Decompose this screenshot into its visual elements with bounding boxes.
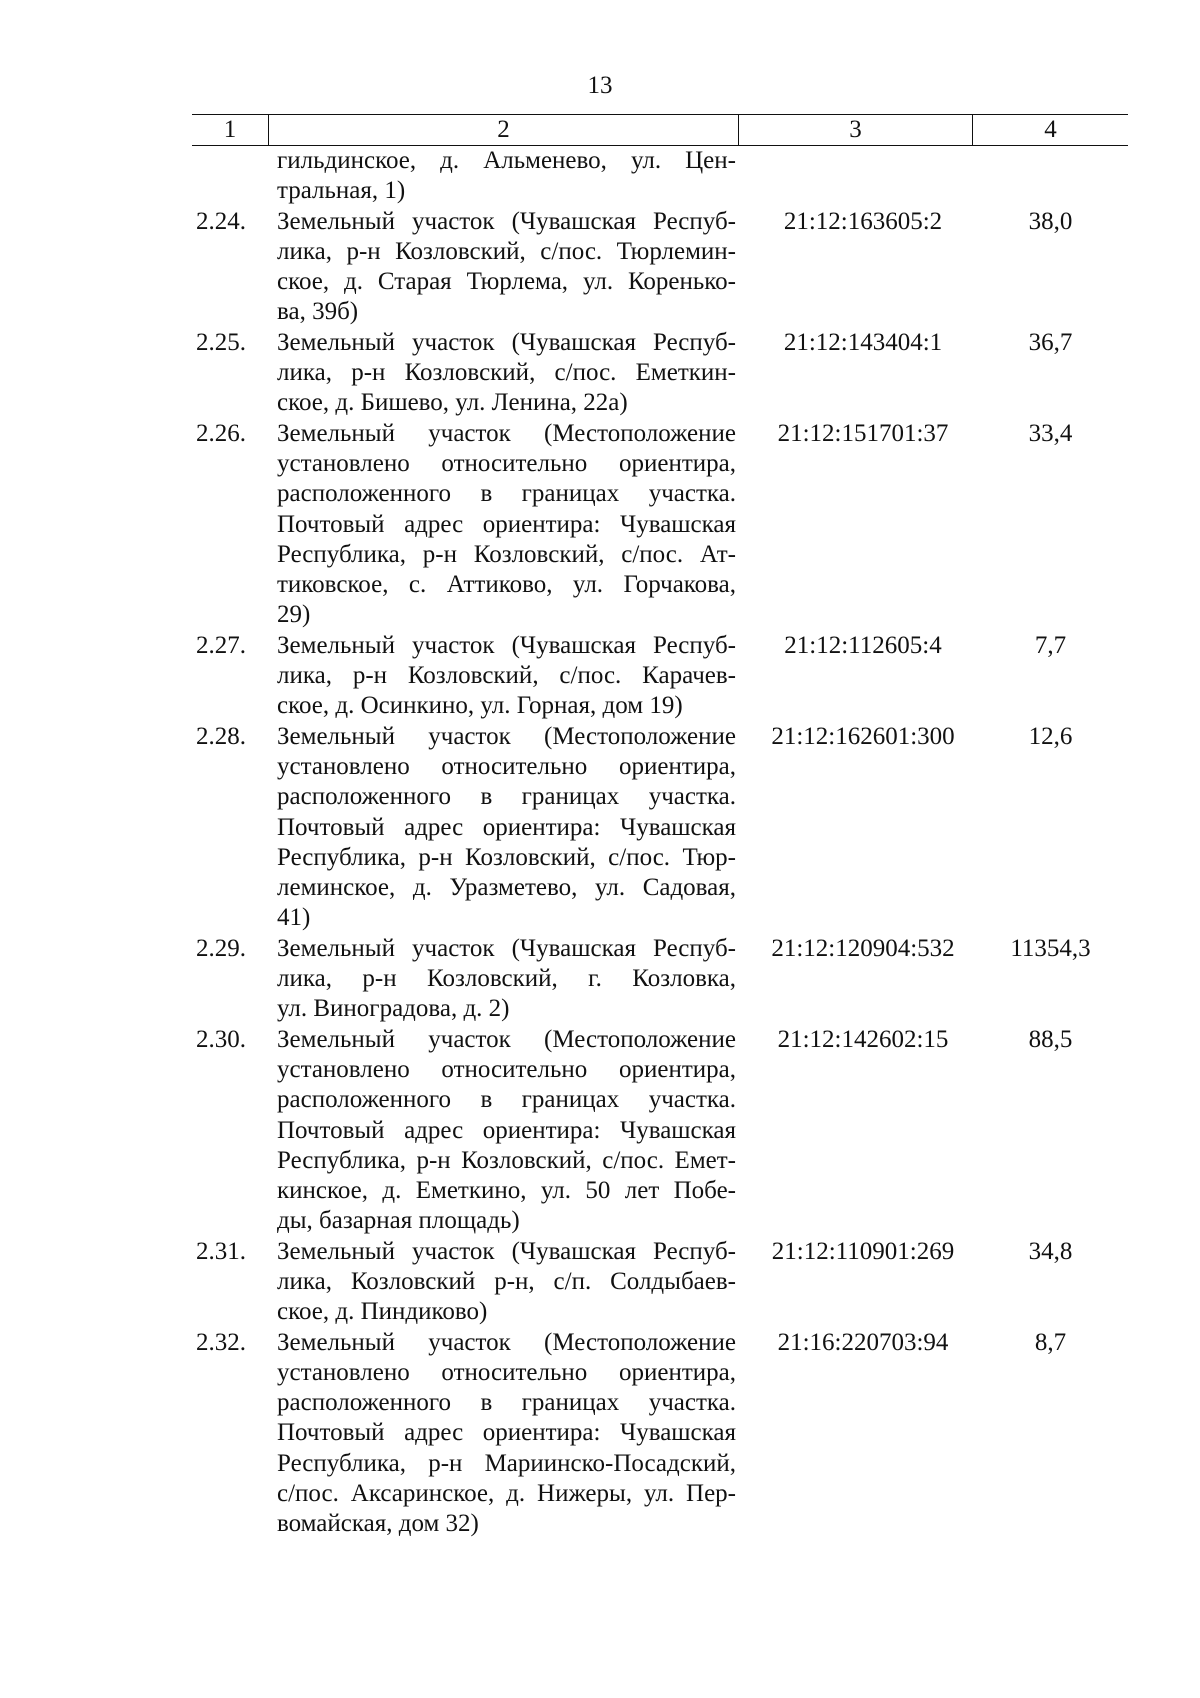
row-number: 2.25. [196,328,246,356]
column-header-1: 1 [192,115,269,145]
row-number: 2.30. [196,1025,246,1053]
column-header-4: 4 [1044,116,1057,143]
description-line: расположенного в границах участка. [277,1086,736,1114]
row-number: 2.29. [196,934,246,962]
land-plot-description [277,1237,736,1328]
column-header-2: 2 [269,115,739,145]
land-plot-description [277,419,736,631]
row-number: 2.24. [196,207,246,235]
cadastral-number: 21:12:162601:300 [771,722,955,750]
land-plot-description [277,722,736,934]
description-line: Земельный участок (Местоположение [277,722,736,750]
cadastral-number: 21:12:112605:4 [784,631,942,659]
land-plot-description [277,1328,736,1540]
table-header [192,114,1128,146]
description-line: Почтовый адрес ориентира: Чувашская [277,1419,736,1447]
area-value: 12,6 [1028,722,1073,750]
description-line: Почтовый адрес ориентира: Чувашская [277,1116,736,1144]
description-line: Республика, р-н Козловский, с/пос. Ат- [277,540,736,568]
table-row [0,631,1200,722]
area-value: 38,0 [1028,207,1073,235]
description-line: лика, р-н Козловский, с/пос. Еметкин- [277,359,736,387]
table-row [0,1237,1200,1328]
description-line: Земельный участок (Местоположение [277,1025,736,1053]
row-number: 2.28. [196,722,246,750]
description-line: вомайская, дом 32) [277,1510,479,1538]
area-value: 11354,3 [1010,934,1091,962]
description-line: 41) [277,904,311,932]
table-row [0,1025,1200,1237]
description-line: Республика, р-н Мариинско-Посадский, [277,1449,736,1477]
description-line: Земельный участок (Чувашская Респуб- [277,934,736,962]
land-plot-description [277,328,736,419]
table-row [0,722,1200,934]
description-line: установлено относительно ориентира, [277,1358,736,1386]
description-line: ское, д. Бишево, ул. Ленина, 22а) [277,389,628,417]
area-value: 88,5 [1028,1025,1073,1053]
land-plot-description [277,1025,736,1237]
table-row [0,419,1200,631]
description-line: 29) [277,601,311,629]
description-line: Земельный участок (Чувашская Респуб- [277,207,736,235]
description-line: ское, д. Старая Тюрлема, ул. Коренько- [277,268,736,296]
description-line: Республика, р-н Козловский, с/пос. Тюр- [277,843,736,871]
page-number: 13 [587,72,613,99]
description-line: лика, р-н Козловский, с/пос. Карачев- [277,662,736,690]
description-line: Земельный участок (Чувашская Респуб- [277,1237,736,1265]
description-line: Земельный участок (Чувашская Респуб- [277,631,736,659]
cadastral-number: 21:12:120904:532 [771,934,955,962]
land-plot-description [277,207,736,328]
land-plot-description [277,146,736,207]
description-line: лика, р-н Козловский, г. Козловка, [277,965,736,993]
area-value: 7,7 [1034,631,1067,659]
area-value: 33,4 [1028,419,1073,447]
description-line: леминское, д. Уразметево, ул. Садовая, [277,874,736,902]
description-line: ское, д. Осинкино, ул. Горная, дом 19) [277,692,683,720]
cadastral-number: 21:12:110901:269 [771,1237,955,1265]
description-line: ды, базарная площадь) [277,1207,520,1235]
description-line: ул. Виноградова, д. 2) [277,995,510,1023]
description-line: лика, р-н Козловский, с/пос. Тюрлемин- [277,237,736,265]
description-line: тральная, 1) [277,177,406,205]
cadastral-number: 21:12:142602:15 [777,1025,949,1053]
description-line: установлено относительно ориентира, [277,1055,736,1083]
row-number: 2.26. [196,419,246,447]
cadastral-number: 21:16:220703:94 [777,1328,949,1356]
description-line: ское, д. Пиндиково) [277,1298,488,1326]
land-plot-description [277,934,736,1025]
description-line: Земельный участок (Чувашская Респуб- [277,328,736,356]
description-line: расположенного в границах участка. [277,1389,736,1417]
table-row [0,934,1200,1025]
description-line: лика, Козловский р-н, с/п. Солдыбаев- [277,1267,736,1295]
table-row [0,328,1200,419]
description-line: гильдинское, д. Альменево, ул. Цен- [277,147,736,174]
table-row [0,146,1200,207]
table-row [0,207,1200,328]
description-line: расположенного в границах участка. [277,480,736,508]
description-line: с/пос. Аксаринское, д. Нижеры, ул. Пер- [277,1480,736,1508]
row-number: 2.32. [196,1328,246,1356]
land-plot-description [277,631,736,722]
description-line: ва, 39б) [277,298,359,326]
description-line: Республика, р-н Козловский, с/пос. Емет- [277,1146,736,1174]
area-value: 36,7 [1028,328,1073,356]
table-row [0,1328,1200,1540]
row-number: 2.31. [196,1237,246,1265]
description-line: Земельный участок (Местоположение [277,419,736,447]
description-line: установлено относительно ориентира, [277,752,736,780]
cadastral-number: 21:12:151701:37 [777,419,949,447]
area-value: 34,8 [1028,1237,1073,1265]
area-value: 8,7 [1034,1328,1067,1356]
description-line: тиковское, с. Аттиково, ул. Горчакова, [277,571,736,599]
description-line: Земельный участок (Местоположение [277,1328,736,1356]
description-line: установлено относительно ориентира, [277,449,736,477]
table-body [0,146,1200,1540]
row-number: 2.27. [196,631,246,659]
description-line: Почтовый адрес ориентира: Чувашская [277,510,736,538]
description-line: расположенного в границах участка. [277,783,736,811]
cadastral-number: 21:12:143404:1 [783,328,943,356]
cadastral-number: 21:12:163605:2 [783,207,943,235]
description-line: кинское, д. Еметкино, ул. 50 лет Побе- [277,1177,736,1205]
description-line: Почтовый адрес ориентира: Чувашская [277,813,736,841]
column-header-3: 3 [739,115,973,145]
